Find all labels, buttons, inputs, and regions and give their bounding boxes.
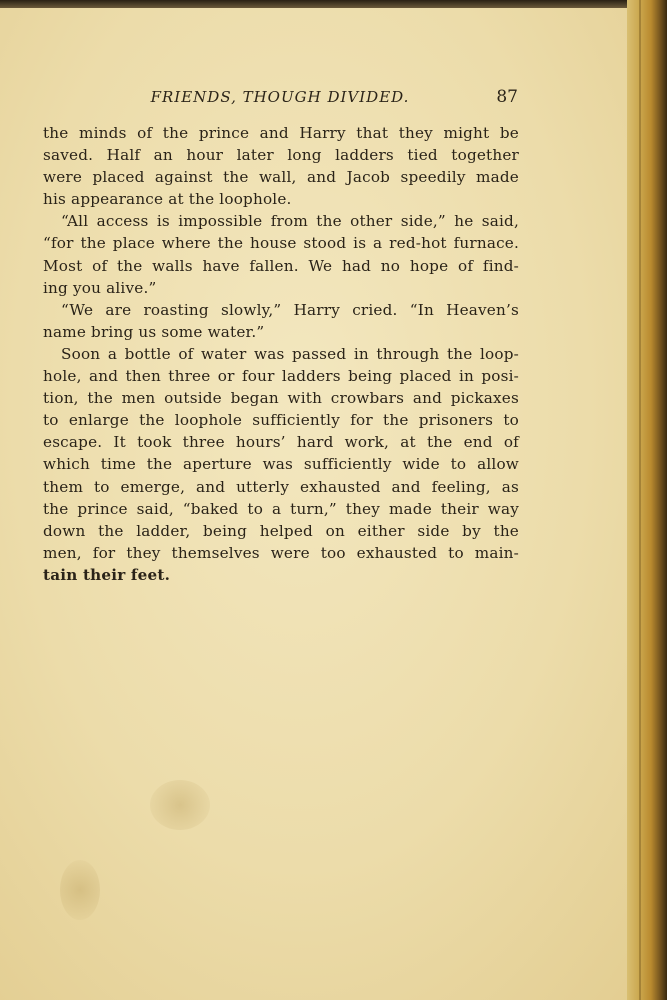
running-title: FRIENDS, THOUGH DIVIDED.	[150, 88, 410, 106]
paper-stain	[150, 780, 210, 830]
text-line: “All access is impossible from the other side,” he said,	[61, 212, 519, 231]
text-line: which time the aperture was sufficiently wide to allow	[43, 455, 519, 474]
page-number: 87	[496, 87, 518, 107]
body-text	[43, 122, 519, 586]
text-line: “for the place where the house stood is a red-hot furnace.	[43, 234, 519, 253]
text-line: escape. It took three hours’ hard work, at the end of	[43, 433, 519, 452]
text-line: were placed against the wall, and Jacob speedily made	[43, 168, 519, 187]
text-line: men, for they themselves were too exhausted to main-	[43, 543, 519, 562]
text-line: hole, and then three or four ladders being placed in posi-	[43, 367, 519, 386]
text-line: Most of the walls have fallen. We had no hope of find-	[43, 256, 519, 275]
text-line: the prince said, “baked to a turn,” they made their way	[43, 499, 519, 518]
text-line: down the ladder, being helped on either side by the	[43, 521, 519, 540]
text-line: Soon a bottle of water was passed in through the loop-	[61, 344, 519, 363]
text-line: his appearance at the loophole.	[43, 190, 292, 209]
page-top-edge	[0, 0, 667, 8]
book-spine	[627, 0, 667, 1000]
text-line: the minds of the prince and Harry that they might be	[43, 124, 519, 142]
text-line: saved. Half an hour later long ladders tied together	[43, 146, 519, 165]
page-header	[40, 86, 520, 110]
text-line: tion, the men outside began with crowbars and pickaxes	[43, 389, 519, 408]
text-line: ing you alive.”	[43, 278, 157, 297]
text-line: “We are roasting slowly,” Harry cried. “In Heaven’s	[61, 300, 519, 319]
text-line: them to emerge, and utterly exhausted and feeling, as	[43, 477, 519, 496]
text-line: name bring us some water.”	[43, 322, 265, 341]
spine-fold-line	[639, 0, 641, 1000]
text-line: tain their feet.	[43, 565, 171, 584]
paper-stain	[60, 860, 100, 920]
text-line: to enlarge the loophole sufficiently for the prisoners to	[43, 411, 519, 430]
